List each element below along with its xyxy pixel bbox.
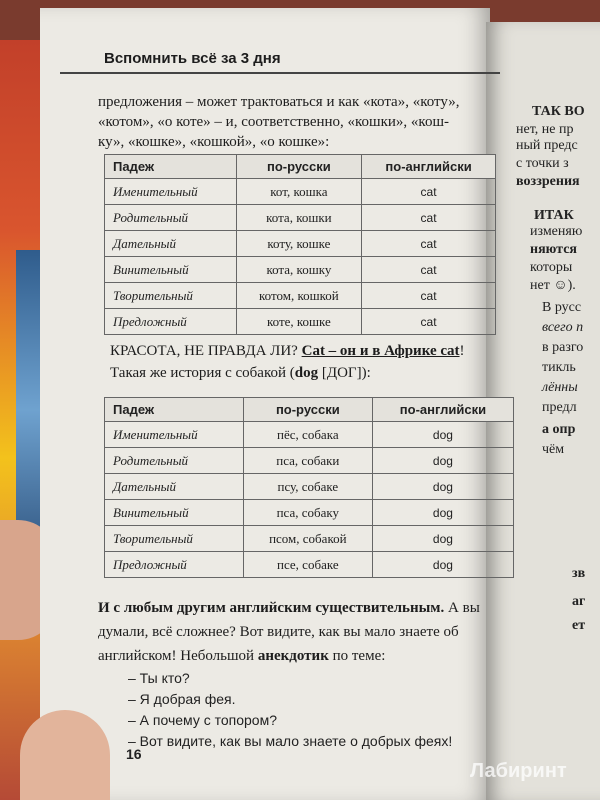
english-form: dog [372, 552, 513, 578]
right-fragment: которы [530, 260, 573, 275]
table-header-row [105, 398, 514, 422]
table-row [105, 257, 496, 283]
page-number: 16 [126, 746, 142, 762]
dog-word: dog [294, 365, 319, 381]
right-fragment: воззрения [516, 174, 580, 189]
english-form: dog [372, 422, 513, 448]
russian-form: кота, кошки [236, 205, 361, 231]
right-fragment: чём [542, 442, 565, 457]
header-case: Падеж [105, 398, 244, 422]
table-row [105, 526, 514, 552]
russian-form: кота, кошку [236, 257, 361, 283]
beauty-mark: ! [459, 343, 465, 359]
right-fragment: всего п [542, 320, 584, 335]
outro-text: А вы думали, всё сложнее? Вот видите, как вы мало знаете об английском! Небольшой [98, 600, 480, 664]
outro-bold-anecdote: анекдотик [257, 648, 329, 664]
dialog-line: – Я добрая фея. [128, 691, 236, 707]
case-name: Винительный [105, 257, 237, 283]
intro-line: «котом», «о коте» – и, соответственно, «кошки», «кош- [98, 114, 449, 130]
beauty-text: [ДОГ]): [318, 365, 371, 381]
case-name: Родительный [105, 448, 244, 474]
dialog-line: – Ты кто? [128, 670, 190, 686]
beauty-line-2 [110, 362, 510, 384]
right-fragment: предл [542, 400, 577, 415]
case-name: Дательный [105, 474, 244, 500]
right-fragment: ТАК ВО [532, 104, 585, 119]
table-row [105, 205, 496, 231]
russian-form: кот, кошка [236, 179, 361, 205]
case-name: Предложный [105, 552, 244, 578]
table-row [105, 422, 514, 448]
outro-bold-lead: И с любым другим английским существительным. [98, 600, 445, 616]
header-rule [60, 72, 500, 74]
russian-form: пса, собаки [243, 448, 372, 474]
right-fragment: а опр [542, 422, 576, 437]
right-fragment: ет [572, 618, 586, 633]
right-fragment: тикль [542, 360, 576, 375]
case-name: Предложный [105, 309, 237, 335]
header-russian: по-русски [243, 398, 372, 422]
dog-declension-table [104, 397, 514, 578]
beauty-text: КРАСОТА, НЕ ПРАВДА ЛИ? [110, 343, 302, 359]
anecdote-dialog [128, 668, 518, 752]
table-row [105, 552, 514, 578]
russian-form: пёс, собака [243, 422, 372, 448]
english-form: cat [362, 179, 496, 205]
running-header-title: Вспомнить всё за 3 дня [104, 50, 281, 67]
dialog-line: – А почему с топором? [128, 712, 277, 728]
table-header-row [105, 155, 496, 179]
russian-form: котом, кошкой [236, 283, 361, 309]
english-form: dog [372, 474, 513, 500]
english-form: cat [362, 205, 496, 231]
intro-line: ку», «кошке», «кошкой», «о кошке»: [98, 134, 330, 150]
header-case: Падеж [105, 155, 237, 179]
english-form: dog [372, 448, 513, 474]
header-english: по-английски [362, 155, 496, 179]
outro-paragraph [98, 596, 514, 668]
right-fragment: изменяю [530, 224, 583, 239]
english-form: cat [362, 231, 496, 257]
intro-line: предложения – может трактоваться и как «кота», «коту», [98, 94, 460, 110]
table-row [105, 500, 514, 526]
labirint-watermark: Лабиринт [470, 760, 567, 782]
beauty-text: Такая же история с собакой ( [110, 365, 295, 381]
table-row [105, 474, 514, 500]
right-fragment: с точки з [516, 156, 569, 171]
running-header [60, 40, 500, 80]
header-russian: по-русски [236, 155, 361, 179]
table-row [105, 448, 514, 474]
right-fragment: няются [530, 242, 577, 257]
beauty-line-1 [110, 340, 510, 362]
russian-form: пса, собаку [243, 500, 372, 526]
table-row [105, 309, 496, 335]
english-form: cat [362, 309, 496, 335]
case-name: Родительный [105, 205, 237, 231]
english-form: dog [372, 526, 513, 552]
right-fragment: В русс [542, 300, 582, 315]
english-form: cat [362, 283, 496, 309]
cat-declension-table [104, 154, 496, 335]
russian-form: псом, собакой [243, 526, 372, 552]
russian-form: коте, кошке [236, 309, 361, 335]
case-name: Дательный [105, 231, 237, 257]
table-row [105, 179, 496, 205]
right-fragment: нет ☺). [530, 278, 576, 293]
finger-bottom [20, 710, 110, 800]
beauty-highlight: Cat – он и в Африке cat [301, 343, 460, 359]
russian-form: коту, кошке [236, 231, 361, 257]
right-fragment: в разго [542, 340, 584, 355]
case-name: Творительный [105, 283, 237, 309]
right-fragment: лённы [542, 380, 578, 395]
table-row [105, 283, 496, 309]
right-fragment: ный предс [516, 138, 578, 153]
case-name: Творительный [105, 526, 244, 552]
table-row [105, 231, 496, 257]
english-form: cat [362, 257, 496, 283]
russian-form: псу, собаке [243, 474, 372, 500]
header-english: по-английски [372, 398, 513, 422]
case-name: Винительный [105, 500, 244, 526]
intro-paragraph [98, 92, 490, 152]
case-name: Именительный [105, 422, 244, 448]
right-fragment: зв [572, 566, 586, 581]
case-name: Именительный [105, 179, 237, 205]
russian-form: псе, собаке [243, 552, 372, 578]
english-form: dog [372, 500, 513, 526]
right-fragment: нет, не пр [516, 122, 574, 137]
dialog-line: – Вот видите, как вы мало знаете о добрых феях! [128, 733, 453, 749]
beauty-paragraph [110, 340, 510, 384]
right-fragment: аг [572, 594, 586, 609]
right-fragment: ИТАК [534, 208, 574, 223]
outro-text: по теме: [328, 648, 386, 664]
